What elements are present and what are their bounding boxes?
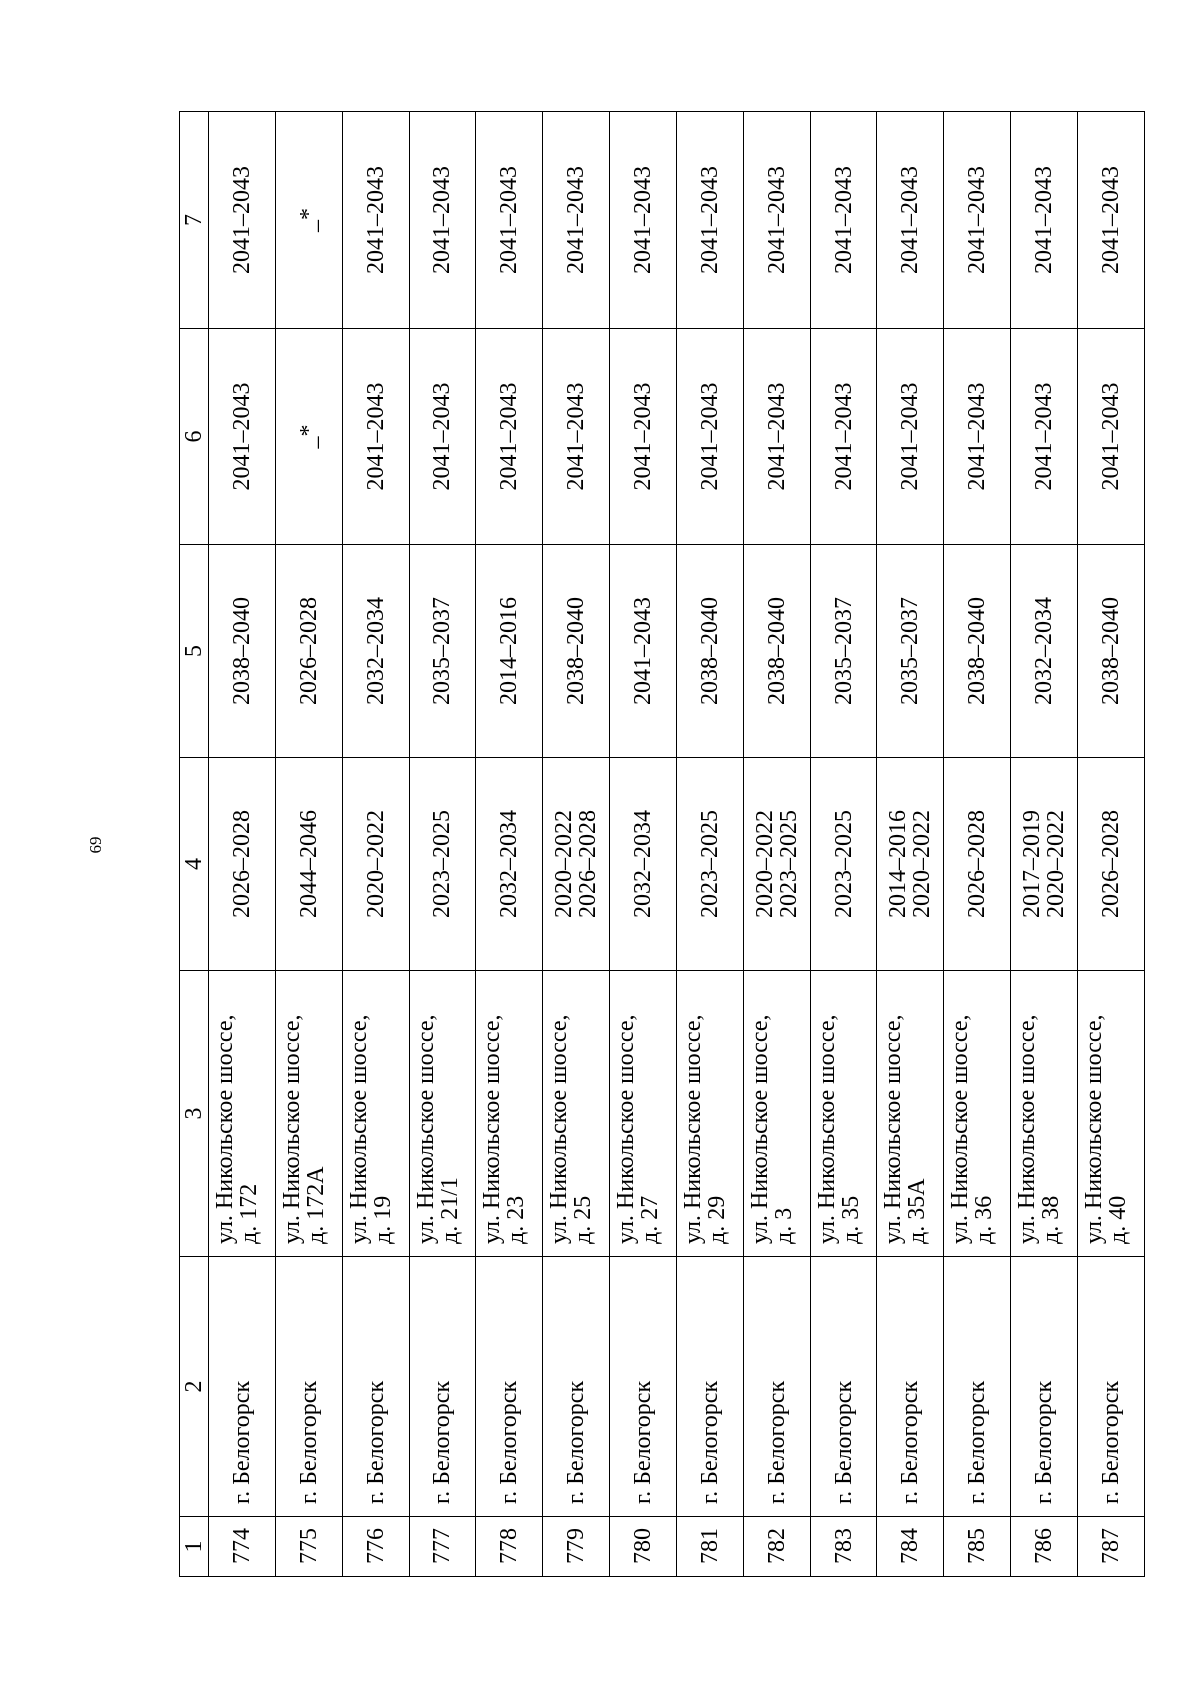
table-row (676, 112, 743, 1577)
city-cell: г. Белогорск (209, 1257, 276, 1517)
period-cell-col5: 2035–2037 (877, 545, 944, 758)
header-cell: 3 (180, 971, 209, 1257)
period-cell-col6: 2041–2043 (877, 329, 944, 545)
table-row (743, 112, 810, 1577)
header-cell: 6 (180, 329, 209, 545)
period-line: 2026–2028 (1097, 810, 1124, 918)
row-number-cell: 775 (275, 1517, 342, 1577)
address-street: ул. Никольское шоссе, (1014, 1014, 1041, 1244)
address-house: д. 25 (570, 1195, 597, 1244)
period-cell-col6: 2041–2043 (1011, 329, 1078, 545)
city-cell: г. Белогорск (1077, 1257, 1144, 1517)
row-number-cell: 774 (209, 1517, 276, 1577)
period-cell-col7: 2041–2043 (944, 112, 1011, 329)
period-cell-col4 (610, 758, 677, 971)
address-cell (810, 971, 877, 1257)
city-cell: г. Белогорск (810, 1257, 877, 1517)
period-cell-col6: 2041–2043 (543, 329, 610, 545)
row-number-cell: 786 (1011, 1517, 1078, 1577)
address-house: д. 172 (236, 1183, 262, 1244)
period-line: 2014–2016 (885, 810, 912, 918)
period-cell-col7: 2041–2043 (1077, 112, 1144, 329)
period-cell-col7: 2041–2043 (342, 112, 409, 329)
address-street: ул. Никольское шоссе, (345, 1014, 372, 1244)
period-cell-col4 (743, 758, 810, 971)
period-cell-col7: 2041–2043 (676, 112, 743, 329)
period-cell-col6: 2041–2043 (476, 329, 543, 545)
period-line: 2032–2034 (629, 810, 656, 918)
table-row (409, 112, 476, 1577)
period-cell-col5: 2014–2016 (476, 545, 543, 758)
period-cell-col4 (877, 758, 944, 971)
period-line: 2020–2022 (1043, 810, 1070, 918)
row-number-cell: 784 (877, 1517, 944, 1577)
address-street: ул. Никольское шоссе, (613, 1014, 640, 1244)
period-line: 2023–2025 (429, 810, 456, 918)
row-number-cell: 785 (944, 1517, 1011, 1577)
period-line: 2020–2022 (751, 810, 778, 918)
period-cell-col4 (1011, 758, 1078, 971)
city-cell: г. Белогорск (275, 1257, 342, 1517)
address-house: д. 35 (837, 1195, 864, 1244)
period-cell-col7: 2041–2043 (810, 112, 877, 329)
address-cell (275, 971, 342, 1257)
address-street: ул. Никольское шоссе, (546, 1014, 573, 1244)
period-cell-col6: 2041–2043 (342, 329, 409, 545)
row-number-cell: 776 (342, 1517, 409, 1577)
period-cell-col5: 2035–2037 (409, 545, 476, 758)
period-line: 2023–2025 (775, 810, 802, 918)
address-house: д. 172А (302, 1166, 329, 1244)
period-cell-col4 (543, 758, 610, 971)
address-cell (409, 971, 476, 1257)
address-cell (743, 971, 810, 1257)
period-cell-col4 (275, 758, 342, 971)
header-cell: 1 (180, 1517, 209, 1577)
address-cell (209, 971, 276, 1257)
period-cell-col7: 2041–2043 (476, 112, 543, 329)
address-cell (1077, 971, 1144, 1257)
period-cell-col6: 2041–2043 (944, 329, 1011, 545)
city-cell: г. Белогорск (476, 1257, 543, 1517)
period-line: 2026–2028 (228, 810, 255, 918)
table-row (275, 112, 342, 1577)
address-house: д. 27 (637, 1195, 664, 1244)
city-cell: г. Белогорск (543, 1257, 610, 1517)
period-cell-col7: 2041–2043 (610, 112, 677, 329)
period-cell-col5: 2038–2040 (944, 545, 1011, 758)
period-line: 2020–2022 (362, 810, 389, 918)
table-row (810, 112, 877, 1577)
period-cell-col6: 2041–2043 (209, 329, 276, 545)
table-row (610, 112, 677, 1577)
row-number-cell: 781 (676, 1517, 743, 1577)
address-street: ул. Никольское шоссе, (813, 1014, 840, 1244)
address-house: д. 21/1 (436, 1177, 463, 1244)
address-house: д. 36 (971, 1195, 998, 1244)
address-house: д. 23 (503, 1195, 530, 1244)
period-cell-col5: 2035–2037 (810, 545, 877, 758)
period-cell-col4 (209, 758, 276, 971)
period-cell-col7: 2041–2043 (543, 112, 610, 329)
city-cell: г. Белогорск (1011, 1257, 1078, 1517)
address-street: ул. Никольское шоссе, (679, 1014, 706, 1244)
row-number-cell: 783 (810, 1517, 877, 1577)
period-cell-col5: 2026–2028 (275, 545, 342, 758)
period-cell-col7: 2041–2043 (409, 112, 476, 329)
address-house: д. 29 (703, 1195, 730, 1244)
period-cell-col7: _* (275, 112, 342, 329)
address-cell (676, 971, 743, 1257)
period-cell-col4 (1077, 758, 1144, 971)
address-house: д. 3 (770, 1207, 797, 1244)
row-number-cell: 777 (409, 1517, 476, 1577)
period-cell-col7: 2041–2043 (743, 112, 810, 329)
address-street: ул. Никольское шоссе, (947, 1014, 974, 1244)
address-cell (944, 971, 1011, 1257)
row-number-cell: 782 (743, 1517, 810, 1577)
address-street: ул. Никольское шоссе, (412, 1014, 439, 1244)
period-cell-col6: 2041–2043 (743, 329, 810, 545)
period-cell-col4 (409, 758, 476, 971)
address-cell (543, 971, 610, 1257)
period-line: 2023–2025 (696, 810, 723, 918)
row-number-cell: 780 (610, 1517, 677, 1577)
period-line: 2026–2028 (964, 810, 991, 918)
address-cell (877, 971, 944, 1257)
schedule-table (179, 111, 1145, 1577)
period-line: 2023–2025 (830, 810, 857, 918)
table-row (944, 112, 1011, 1577)
period-cell-col5: 2038–2040 (209, 545, 276, 758)
header-cell: 4 (180, 758, 209, 971)
period-cell-col5: 2041–2043 (610, 545, 677, 758)
table-body (209, 112, 1145, 1577)
period-cell-col5: 2032–2034 (1011, 545, 1078, 758)
period-cell-col4 (944, 758, 1011, 971)
address-house: д. 38 (1038, 1195, 1065, 1244)
period-cell-col7: 2041–2043 (209, 112, 276, 329)
address-cell (342, 971, 409, 1257)
period-cell-col5: 2038–2040 (543, 545, 610, 758)
table-row (1011, 112, 1078, 1577)
row-number-cell: 778 (476, 1517, 543, 1577)
row-number-cell: 787 (1077, 1517, 1144, 1577)
period-cell-col4 (676, 758, 743, 971)
period-cell-col6: 2041–2043 (1077, 329, 1144, 545)
table-row (476, 112, 543, 1577)
address-street: ул. Никольское шоссе, (1080, 1014, 1107, 1244)
header-row (180, 112, 209, 1577)
city-cell: г. Белогорск (610, 1257, 677, 1517)
table-row (543, 112, 610, 1577)
period-cell-col6: 2041–2043 (409, 329, 476, 545)
header-cell: 5 (180, 545, 209, 758)
period-cell-col7: 2041–2043 (1011, 112, 1078, 329)
row-number-cell: 779 (543, 1517, 610, 1577)
address-street: ул. Никольское шоссе, (278, 1014, 305, 1244)
city-cell: г. Белогорск (676, 1257, 743, 1517)
city-cell: г. Белогорск (944, 1257, 1011, 1517)
city-cell: г. Белогорск (342, 1257, 409, 1517)
period-line: 2044–2046 (295, 810, 322, 918)
address-house: д. 40 (1104, 1195, 1131, 1244)
address-street: ул. Никольское шоссе, (212, 1014, 238, 1244)
period-cell-col5: 2038–2040 (676, 545, 743, 758)
period-line: 2026–2028 (575, 810, 602, 918)
period-cell-col4 (810, 758, 877, 971)
period-cell-col6: _* (275, 329, 342, 545)
period-cell-col5: 2032–2034 (342, 545, 409, 758)
city-cell: г. Белогорск (743, 1257, 810, 1517)
period-cell-col4 (476, 758, 543, 971)
period-cell-col6: 2041–2043 (676, 329, 743, 545)
period-cell-col7: 2041–2043 (877, 112, 944, 329)
address-street: ул. Никольское шоссе, (746, 1014, 773, 1244)
address-house: д. 19 (369, 1195, 396, 1244)
address-cell (476, 971, 543, 1257)
city-cell: г. Белогорск (877, 1257, 944, 1517)
header-cell: 2 (180, 1257, 209, 1517)
address-house: д. 35А (904, 1178, 931, 1244)
address-street: ул. Никольское шоссе, (880, 1014, 907, 1244)
city-cell: г. Белогорск (409, 1257, 476, 1517)
table-row (209, 112, 276, 1577)
rotated-table-container (179, 112, 1145, 1577)
page-number: 69 (86, 836, 105, 854)
rotation-frame (179, 112, 1145, 1577)
table-row (877, 112, 944, 1577)
address-cell (610, 971, 677, 1257)
period-line: 2020–2022 (551, 810, 578, 918)
address-street: ул. Никольское шоссе, (479, 1014, 506, 1244)
period-line: 2032–2034 (496, 810, 523, 918)
period-line: 2020–2022 (909, 810, 936, 918)
period-cell-col5: 2038–2040 (1077, 545, 1144, 758)
address-cell (1011, 971, 1078, 1257)
table-row (1077, 112, 1144, 1577)
period-cell-col4 (342, 758, 409, 971)
header-cell: 7 (180, 112, 209, 329)
period-cell-col6: 2041–2043 (810, 329, 877, 545)
period-line: 2017–2019 (1019, 810, 1046, 918)
table-row (342, 112, 409, 1577)
period-cell-col6: 2041–2043 (610, 329, 677, 545)
period-cell-col5: 2038–2040 (743, 545, 810, 758)
